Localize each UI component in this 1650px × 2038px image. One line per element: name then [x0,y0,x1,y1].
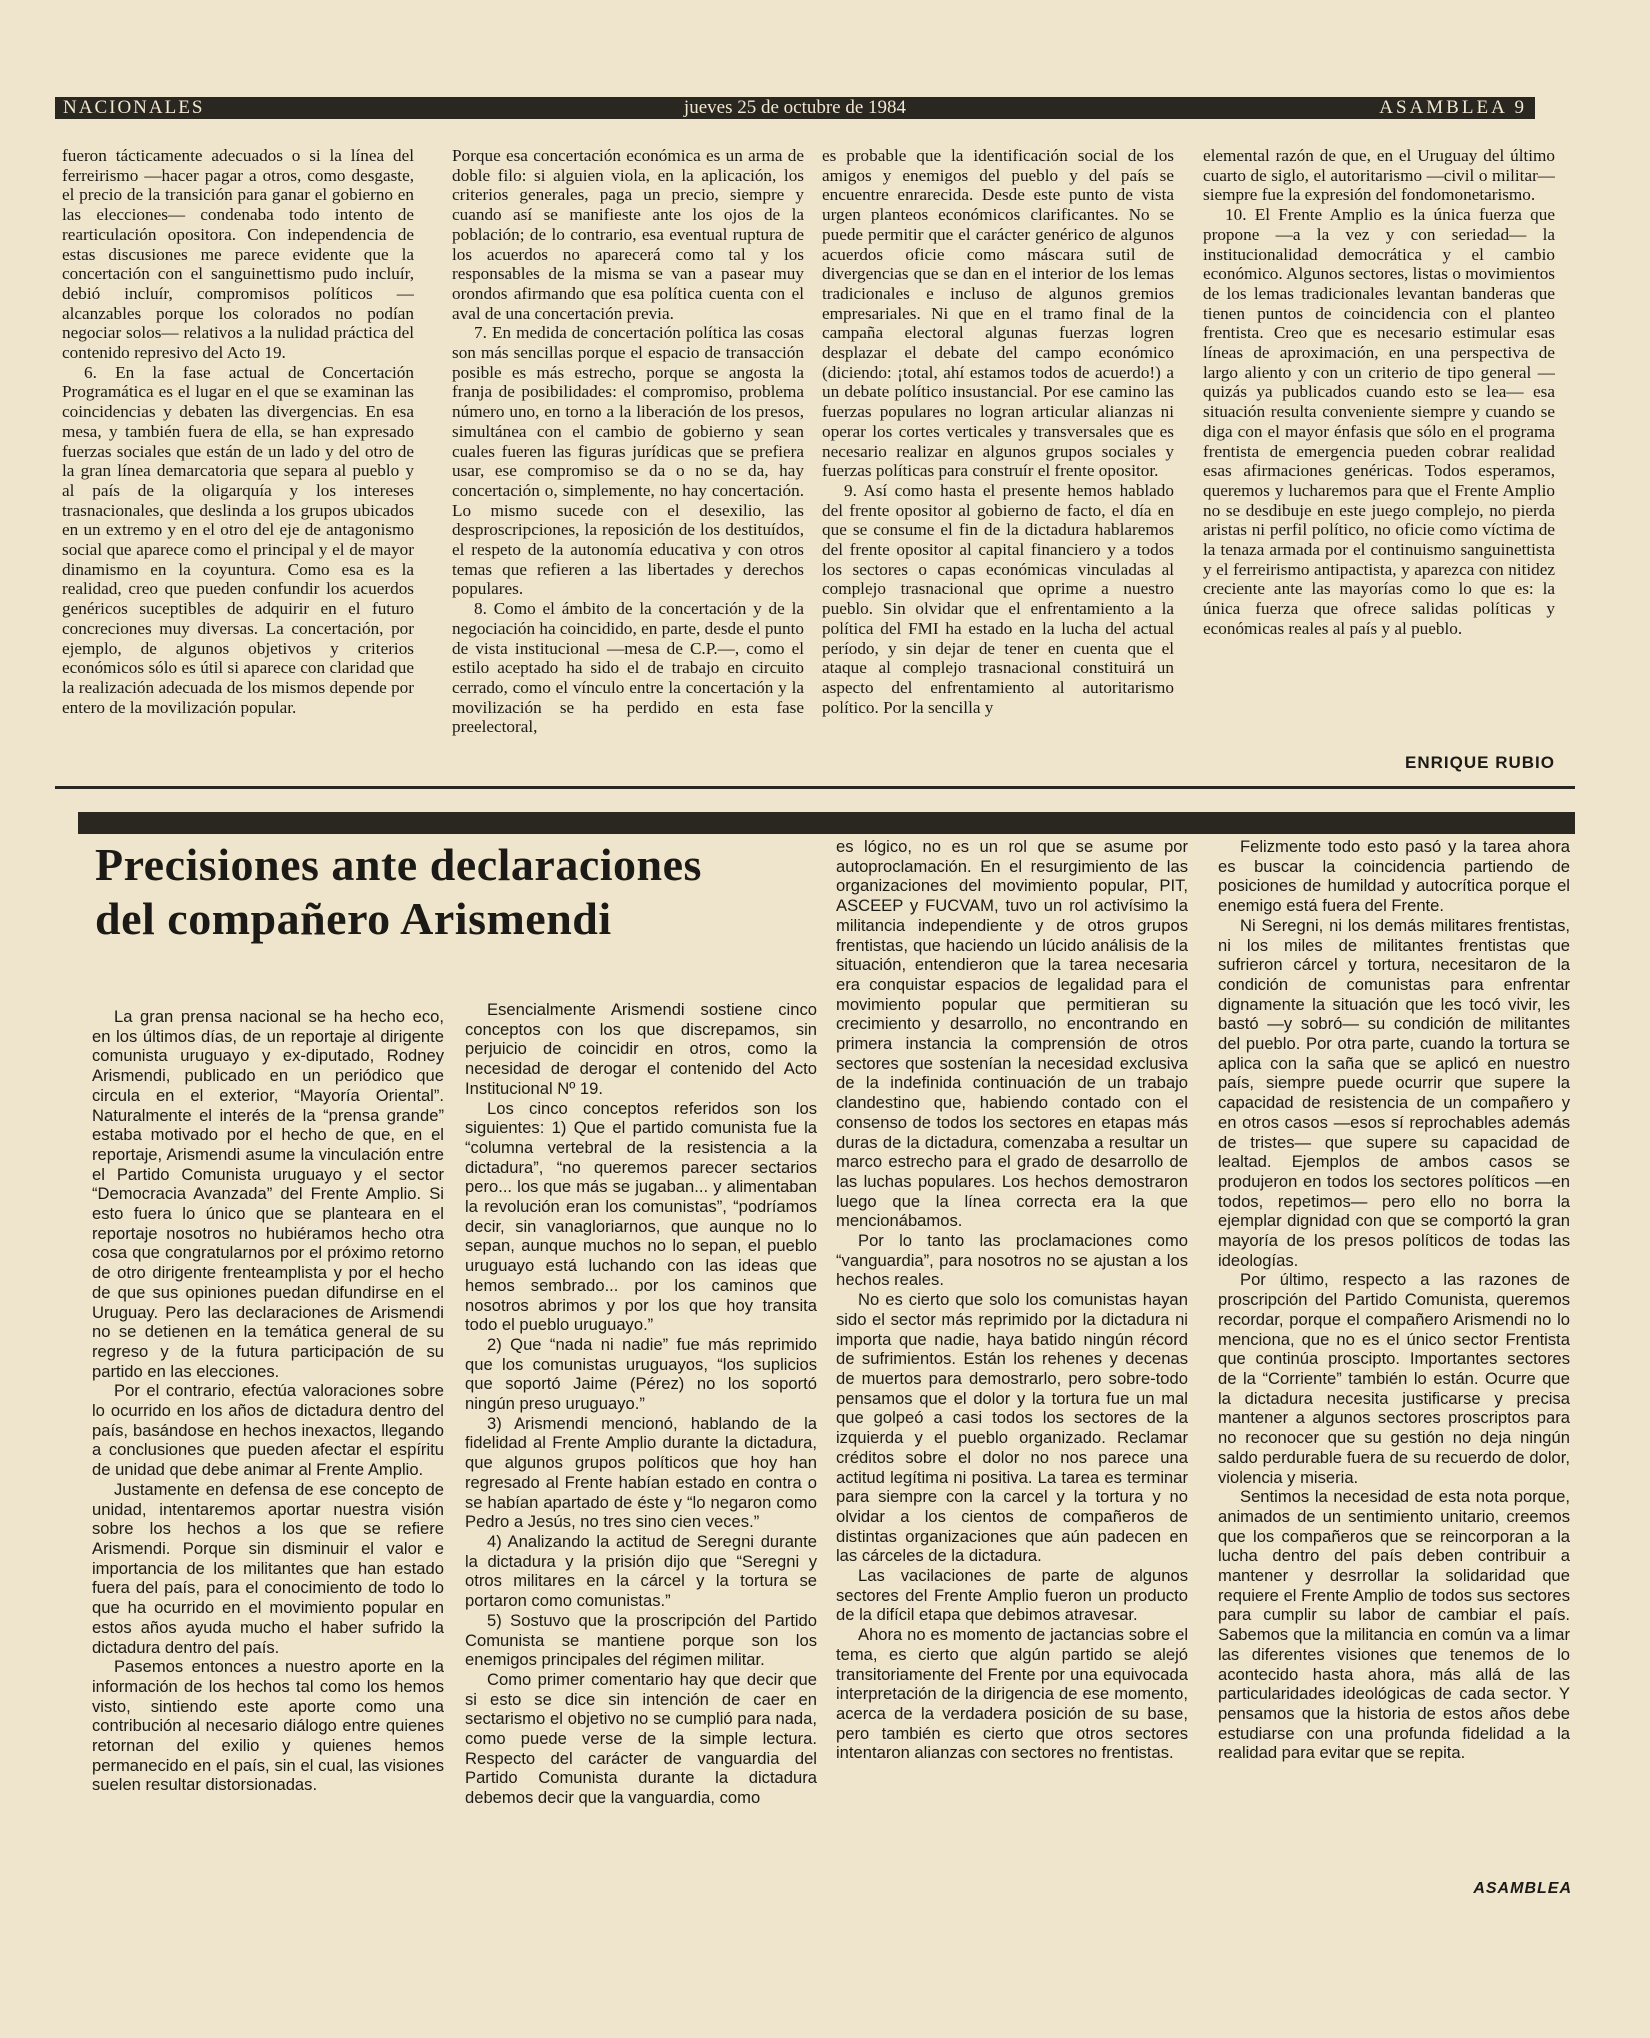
headline-line: Precisiones ante declaraciones [95,839,702,890]
paragraph: 6. En la fase actual de Concertación Programática es el lugar en el que se examinan las coincidencias y debaten las divergencias. En esa mesa, y también fuera de ella, se han expresado fuerzas sociales que están de un lado y del otro de la gran línea demarcatoria que separa al pueblo y al país de la oligarquía y los intereses trasnacionales, que deslinda a los grupos ubicados en un extremo y en el otro del eje de antagonismo social que aparece como el principal y el de mayor dinamismo en la coyuntura. Como esa es la realidad, creo que pueden confundir los acuerdos genéricos suceptibles de adquirir en el futuro concreciones muy diversas. La concertación, por ejemplo, de algunos objetivos y criterios económicos sólo es útil si aparece con claridad que la realización adecuada de los mismos depende por entero de la movilización popular. [62,362,414,717]
paragraph: Como primer comentario hay que decir que si esto se dice sin intención de caer en sectarismo el objetivo no se cumplió para nada, como puede verse de la simple lectura. Respecto del carácter de vanguardia del Partido Comunista durante la dictadura debemos decir que la vanguardia, como [465,1669,817,1808]
article-byline: ENRIQUE RUBIO [1405,753,1555,772]
paragraph: Felizmente todo esto pasó y la tarea ahora es buscar la coincidencia partiendo de posiciones de humildad y autocrítica porque el enemigo está fuera del Frente. [1218,837,1570,916]
top-article-column-3 [822,146,1174,786]
section-divider-bar [78,812,1575,834]
section-name: NACIONALES [63,97,205,118]
paragraph: Por último, respecto a las razones de proscripción del Partido Comunista, queremos recordar, porque el compañero Arismendi no lo menciona, que no es el único sector Frentista que continúa proscipto. Importantes sectores de la “Corriente” también lo están. Ocurre que la dictadura necesita justificarse y precisa mantener a algunos sectores proscriptos para no reconocer que su gestión no deja ningún saldo perdurable fuera de su recuerdo de dolor, violencia y miseria. [1218,1270,1570,1487]
paragraph: Sentimos la necesidad de esta nota porque, animados de un sentimiento unitario, creemos que los compañeros que se reincorporan a la lucha dentro del país deben contribuir a mantener y desrrollar la solidaridad que requiere el Frente Amplio de todos sus sectores para cumplir su labor de cambiar el país. Sabemos que la militancia en común va a limar las diferentes visiones que tenemos de lo acontecido hasta ahora, más allá de las particularidades ideológicas de cada sector. Y pensamos que la historia de estos años debe estudiarse con una profunda fidelidad a la realidad para evitar que se repita. [1218,1487,1570,1763]
section-divider [55,786,1575,789]
paragraph: Justamente en defensa de ese concepto de unidad, intentaremos aportar nuestra visión sobre los hechos a los que se refiere Arismendi. Porque sin disminuir el valor e importancia de los militantes que han estado fuera del país, para el conocimiento de todo lo que ha ocurrido en el movimiento popular en estos años ayuda mucho el haber sufrido la dictadura dentro del país. [92,1479,444,1657]
paragraph: Porque esa concertación económica es un arma de doble filo: si alguien viola, en la aplicación, los criterios generales, paga un precio, siempre y cuando así se manifieste ante los ojos de la población; de lo contrario, esa eventual ruptura de los acuerdos no aparecerá como tal y los responsables de la misma se van a pasear muy orondos afirmando que esa política cuenta con el aval de una concertación previa. [452,146,804,323]
top-article-column-1 [62,146,414,786]
top-article-column-4 [1203,146,1555,726]
bottom-article-column-2 [465,1000,817,1975]
paragraph: Ni Seregni, ni los demás militares frentistas, ni los miles de militantes frentistas que sufrieron cárcel y tortura, necesitaron de la condición de comunistas para enfrentar dignamente la situación que les tocó vivir, les bastó —y sobró— su condición de militantes del pueblo. Por otra parte, cuando la tortura se aplica con la saña que se aplicó en nuestro país, siempre puede ocurrir que supere la capacidad de resistencia de un compañero y en otros casos —esos sí reprochables además de tristes— que supere su capacidad de lealtad. Ejemplos de ambos casos se produjeron en todos los sectores políticos —en todos, repetimos— pero ello no borra la ejemplar dignidad con que se comportó la gran mayoría de los presos políticos de todas las ideologías. [1218,915,1570,1270]
page-header-bar [55,97,1535,119]
paragraph: fueron tácticamente adecuados o si la línea del ferreirismo —hacer pagar a otros, como desgaste, el precio de la transición para ganar el gobierno en las elecciones— condenaba todo intento de rearticulación opositora. Con independencia de estas discusiones me parece evidente que la concertación con el sanguinettismo pudo incluír, debió incluír, compromisos políticos —alcanzables porque los colorados no podían negociar solos— relativos a la nulidad práctica del contenido represivo del Acto 19. [62,146,414,363]
paragraph: 2) Que “nada ni nadie” fue más reprimido que los comunistas uruguayos, “los suplicios que soportó Jaime (Pérez) no los soportó ningún preso uruguayo.” [465,1334,817,1414]
page-number: ASAMBLEA 9 [1379,97,1527,118]
paragraph: 3) Arismendi mencionó, hablando de la fidelidad al Frente Amplio durante la dictadura, que algunos grupos políticos que hoy han regresado al Frente habían estado en contra o se habían apartado de éste y “lo negaron como Pedro a Jesús, no tres sino cien veces.” [465,1413,817,1532]
paragraph: 5) Sostuvo que la proscripción del Partido Comunista se mantiene porque son los enemigos principales del régimen militar. [465,1610,817,1670]
paragraph: Por el contrario, efectúa valoraciones sobre lo ocurrido en los años de dictadura dentro del país, basándose en hechos inexactos, llegando a conclusiones que pueden afectar el espíritu de unidad que debe animar al Frente Amplio. [92,1381,444,1480]
paragraph: 7. En medida de concertación política las cosas son más sencillas porque el espacio de transacción posible es más estrecho, porque se angosta la franja de posibilidades: el compromiso, problema número uno, en torno a la liberación de los presos, simultánea con el cambio de gobierno y sean cuales fueren las figuras jurídicas que se prefiera usar, ese compromiso se da o no se da, hay concertación o, simplemente, no hay concertación. Lo mismo sucede con el desexilio, las desproscripciones, la reposición de los destituídos, el respeto de la autonomía educativa y con otros temas que refieren a las libertades y derechos populares. [452,323,804,599]
paragraph: 8. Como el ámbito de la concertación y de la negociación ha coincidido, en parte, desde el punto de vista institucional —mesa de C.P.—, como el estilo aceptado ha sido el de trabajo en circuito cerrado, como el vínculo entre la concertación y la movilización se ha perdido en esta fase preelectoral, [452,599,804,737]
paragraph: 10. El Frente Amplio es la única fuerza que propone —a la vez y con seriedad— la institucionalidad democrática y el cambio económico. Algunos sectores, listas o movimientos de los lemas tradicionales levantan banderas que tienen puntos de coincidencia con el planteo frentista. Creo que es necesario estimular esas líneas de aproximación, en una perspectiva de largo aliento y con un criterio de tipo general —quizás ya publicados cuando esto se lea— esa situación resulta conveniente siempre y cuando se diga con el mayor énfasis que sólo en el programa frentista de emergencia pueden cobrar realidad esas afirmaciones genéricas. Todos esperamos, queremos y lucharemos para que el Frente Amplio no se desdibuje en este juego complejo, no pierda aristas ni perfil político, no oficie como víctima de la tenaza armada por el continuismo sanguinettista y el ferreirismo antipactista, y aparezca con nitidez creciente ante las mayorías como lo que es: la única fuerza que ofrece salidas políticas y económicas reales al país y al pueblo. [1203,205,1555,638]
paragraph: Ahora no es momento de jactancias sobre el tema, es cierto que algún partido se alejó transitoriamente del Frente por una equivocada interpretación de la dirigencia de ese momento, acerca de la verdadera posición de su base, pero también es cierto que otros sectores intentaron alianzas con sectores no frentistas. [836,1625,1188,1763]
paragraph: La gran prensa nacional se ha hecho eco, en los últimos días, de un reportaje al dirigente comunista uruguayo y ex-diputado, Rodney Arismendi, publicado en un periódico que circula en el exterior, “Mayoría Oriental”. Naturalmente el interés de la “prensa grande” estaba motivado por el hecho de que, en el reportaje, Arismendi asume la vinculación entre el Partido Comunista uruguayo y el sector “Democracia Avanzada” del Frente Amplio. Si esto fuera lo único que se planteara en el reportaje nosotros no hubiéramos hecho otra cosa que congratularnos por el próximo retorno de otro dirigente frenteamplista y por el hecho de que sus opiniones puedan difundirse en el Uruguay. Pero las declaraciones de Arismendi no se detienen en la temática general de su regreso y de la futura participación de su partido en las elecciones. [92,1007,444,1381]
paragraph: es probable que la identificación social de los amigos y enemigos del pueblo y del país se encuentre enrarecida. Desde este punto de vista urgen planteos económicos clarificantes. No se puede permitir que el carácter genérico de algunos acuerdos oficie como máscara sutil de divergencias que se dan en el interior de los lemas tradicionales e incluso de algunos gremios empresariales. Ni que en el tramo final de la campaña electoral algunas fuerzas logren desplazar el debate del campo económico (diciendo: ¡total, ahí estamos todos de acuerdo!) a un debate político insustancial. Por ese camino las fuerzas populares no logran articular alianzas ni operar los cortes verticales y transversales que es necesario realizar en algunos grupos sociales y fuerzas políticas para construír el frente opositor. [822,146,1174,481]
paragraph: Pasemos entonces a nuestro aporte en la información de los hechos tal como los hemos visto, sintiendo este aporte como una contribución al necesario diálogo entre quienes retornan del exilio y quienes hemos permanecido en el país, sin el cual, las visiones suelen resultar distorsionadas. [92,1657,444,1795]
bottom-article-column-1 [92,1007,444,1972]
article-headline [95,838,835,946]
top-article-column-2 [452,146,804,786]
paragraph: 9. Así como hasta el presente hemos hablado del frente opositor al gobierno de facto, el día en que se consume el fin de la dictadura hablaremos del frente opositor al capital financiero y a todos los sectores o capas económicas vinculadas al complejo trasnacional que oprime a nuestro pueblo. Sin olvidar que el enfrentamiento a la política del FMI ha estado en la lucha del actual período, y sin dejar de tener en cuenta que el ataque al complejo trasnacional constituirá un aspecto del enfrentamiento al autoritarismo político. Por la sencilla y [822,480,1174,717]
headline-line: del compañero Arismendi [95,893,612,944]
paragraph: Esencialmente Arismendi sostiene cinco conceptos con los que discrepamos, sin perjuicio de coincidir en otros, como la necesidad de derogar el contenido del Acto Institucional Nº 19. [465,1000,817,1098]
paragraph: Las vacilaciones de parte de algunos sectores del Frente Amplio fueron un producto de la difícil etapa que debimos atravesar. [836,1566,1188,1625]
paragraph: Por lo tanto las proclamaciones como “vanguardia”, para nosotros no se ajustan a los hechos reales. [836,1231,1188,1290]
issue-date: jueves 25 de octubre de 1984 [683,97,907,118]
paragraph: 4) Analizando la actitud de Seregni durante la dictadura y la prisión dijo que “Seregni y otros militares en la cárcel y la tortura se portaron como comunistas.” [465,1531,817,1611]
paragraph: Los cinco conceptos referidos son los siguientes: 1) Que el partido comunista fue la “columna vertebral de la resistencia a la dictadura”, “no queremos parecer sectarios pero... los que más se jugaban... y alimentaban la revolución eran los comunistas”, “podríamos decir, sin vanagloriarnos, que aunque no lo sepan, aunque muchos no lo sepan, el pueblo uruguayo está luchando con las ideas que hemos sembrado... por los caminos que nosotros abrimos y por los que hoy transita todo el pueblo uruguayo.” [465,1098,817,1335]
article-signature: ASAMBLEA [1473,1880,1572,1897]
paragraph: No es cierto que solo los comunistas hayan sido el sector más reprimido por la dictadura ni importa que nadie, haya batido ningún récord de sufrimientos. Están los rehenes y decenas de muertos para demostrarlo, pero sobre-todo pensamos que el dolor y la tortura fue un mal que golpeó a casi todos los sectores de la izquierda y el pueblo organizado. Reclamar créditos sobre el dolor no nos parece una actitud legítima ni positiva. La tarea es terminar para siempre con la carcel y la tortura y no olvidar a los cientos de compañeros de distintas organizaciones que aún padecen en las cárceles de la dictadura. [836,1290,1188,1566]
paragraph: elemental razón de que, en el Uruguay del último cuarto de siglo, el autoritarismo —civil o militar— siempre fue la expresión del fondomonetarismo. [1203,146,1555,205]
paragraph: es lógico, no es un rol que se asume por autoproclamación. En el resurgimiento de las organizaciones del movimiento popular, PIT, ASCEEP y FUCVAM, tuvo un rol activísimo la militancia independiente y de otros grupos frentistas, que haciendo un lúcido análisis de la situación, entendieron que la tarea necesaria era conquistar espacios de legalidad para el movimiento popular que permitieran su crecimiento y desarrollo, no encontrando en primera instancia la comprensión de otros sectores que sostenían la necesidad exclusiva de la indefinida continuación de un trabajo clandestino que, habiendo contado con el consenso de todos los sectores en etapas más duras de la dictadura, comenzaba a resultar un marco estrecho para el grado de desarrollo de las luchas populares. Los hechos demostraron luego que la línea correcta era la que mencionábamos. [836,837,1188,1231]
bottom-article-column-3 [836,837,1188,1977]
bottom-article-column-4 [1218,837,1570,1872]
